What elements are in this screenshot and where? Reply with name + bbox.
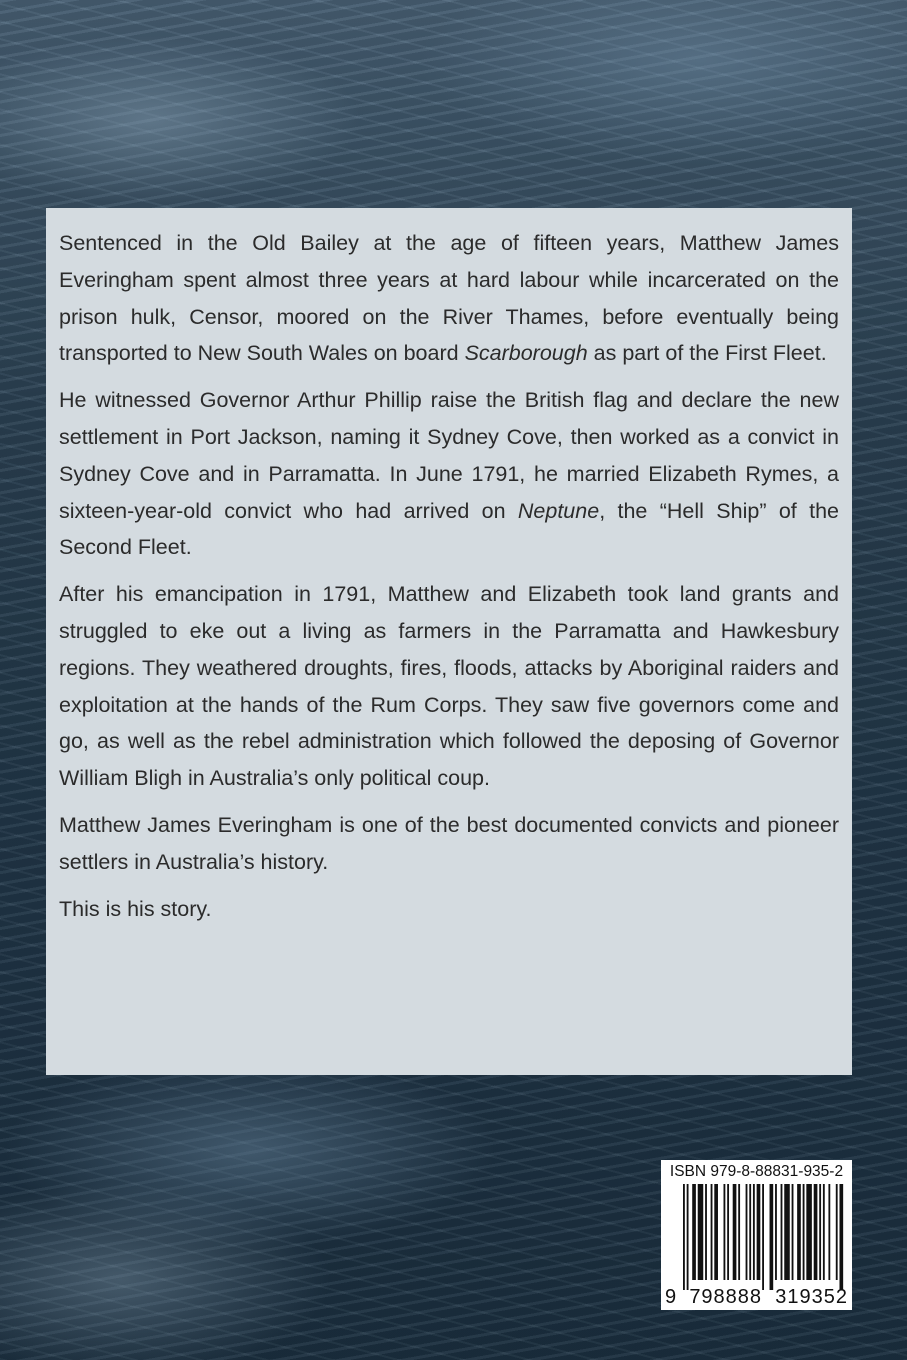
barcode-bars	[683, 1184, 845, 1290]
barcode-bar	[749, 1184, 751, 1280]
text: He witnessed Governor Arthur Phillip raise the British flag and declare the new settlement in Port Jackson, naming it Sydney Cove, then worked as a convict in Sydney Cove and in Parramatta. In June 1791, he married Elizabeth Rymes, a sixteen-year-old convict who had arrived on	[59, 388, 839, 523]
barcode-bar	[757, 1184, 761, 1280]
barcode-bar	[733, 1184, 737, 1280]
text: Sentenced in the Old Bailey at the age of fifteen years, Matthew James Everingham spent almost three years at hard labour while incarcerated on the prison hulk, Censor, moored on the River Thames, before eventually being transported to New South Wales on board	[59, 231, 839, 366]
barcode-bar	[687, 1184, 689, 1290]
barcode-bar	[711, 1184, 713, 1280]
barcode-group-1: 798888	[689, 1286, 763, 1308]
barcode-bar	[836, 1184, 838, 1280]
barcode-bar	[727, 1184, 729, 1280]
barcode-bar	[828, 1184, 830, 1280]
barcode-bar	[792, 1184, 794, 1280]
barcode-bar	[784, 1184, 790, 1280]
blurb-paragraph-4: Matthew James Everingham is one of the best documented convicts and pioneer settlers in Australia’s history.	[59, 812, 839, 874]
barcode-bar	[797, 1184, 801, 1280]
blurb-panel	[46, 208, 852, 1075]
ship-name: Scarborough	[464, 341, 588, 366]
barcode-bar	[819, 1184, 821, 1280]
barcode-bar	[770, 1184, 774, 1290]
barcode-digits	[665, 1286, 848, 1309]
barcode-group-2: 319352	[775, 1286, 848, 1308]
barcode-bar	[762, 1184, 764, 1290]
text: , the “Hell Ship” of the Second Fleet.	[59, 498, 839, 560]
barcode-bar	[775, 1184, 777, 1280]
barcode-bar	[705, 1184, 707, 1280]
barcode-bar	[806, 1184, 812, 1280]
barcode-bar	[839, 1184, 843, 1290]
barcode-bar	[753, 1184, 755, 1280]
blurb-paragraph-5: This is his story.	[59, 896, 212, 921]
barcode-bar	[746, 1184, 748, 1280]
barcode-bar	[698, 1184, 704, 1280]
ship-name: Neptune	[517, 498, 600, 523]
blurb-paragraph-3: After his emancipation in 1791, Matthew and Elizabeth took land grants and struggled to eke out a living as farmers in the Parramatta and Hawkesbury regions. They weathered droughts, fires, floods, attacks by Aboriginal raiders and exploitation at the hands of the Rum Corps. They saw five governors come and go, as well as the rebel administration which followed the deposing of Governor William Bligh in Australia’s only political coup.	[59, 582, 839, 791]
text: as part of the First Fleet.	[587, 341, 827, 366]
barcode-bar	[781, 1184, 783, 1280]
isbn-barcode	[661, 1160, 852, 1310]
isbn-label: ISBN 979-8-88831-935-2	[669, 1163, 844, 1180]
barcode-bar	[724, 1184, 726, 1280]
barcode-bar	[803, 1184, 805, 1280]
blurb-paragraph-1	[59, 225, 839, 372]
barcode-bar	[814, 1184, 818, 1280]
blurb-paragraph-2	[59, 382, 839, 566]
barcode-first-digit: 9	[665, 1286, 677, 1308]
barcode-bar	[738, 1184, 740, 1280]
barcode-bar	[683, 1184, 685, 1290]
barcode-bar	[692, 1184, 696, 1280]
barcode-bar	[823, 1184, 825, 1280]
barcode-bar	[714, 1184, 718, 1280]
